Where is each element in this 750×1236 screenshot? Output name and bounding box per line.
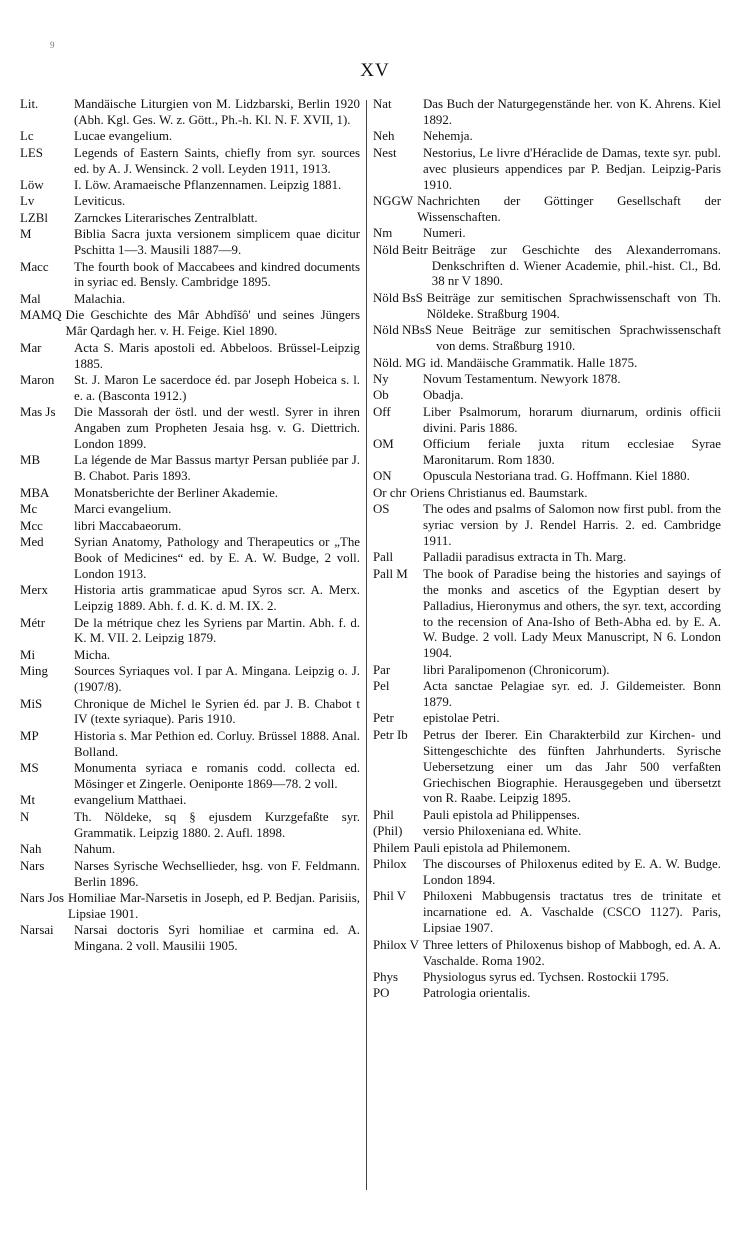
abbreviation-term: LES bbox=[20, 145, 43, 160]
abbreviation-entry bbox=[373, 243, 721, 291]
abbreviation-term: Petr bbox=[373, 711, 394, 726]
abbreviation-term: OM bbox=[373, 437, 394, 452]
abbreviation-entry bbox=[20, 859, 360, 891]
abbreviation-description: La légende de Mar Bassus martyr Persan publiée par J. B. Chabot. Paris 1893. bbox=[74, 453, 360, 484]
abbreviation-entry bbox=[20, 178, 360, 194]
abbreviation-term: Lv bbox=[20, 194, 35, 209]
abbreviation-entry bbox=[373, 970, 721, 986]
abbreviation-description: Biblia Sacra juxta versionem simplicem quae dicitur Pschitta 1—3. Mausili 1887—9. bbox=[74, 227, 360, 258]
abbreviation-description: De la métrique chez les Syriens par Martin. Abh. f. d. K. M. VII. 2. Leipzig 1879. bbox=[74, 615, 360, 646]
abbreviation-description: Leviticus. bbox=[74, 194, 126, 209]
abbreviation-term: Nars bbox=[20, 858, 45, 873]
abbreviation-description: Oriens Christianus ed. Baumstark. bbox=[410, 485, 588, 500]
abbreviation-description: Nachrichten der Göttinger Gesellschaft der Wissenschaften. bbox=[417, 193, 721, 224]
abbreviation-entry bbox=[20, 810, 360, 842]
abbreviation-term: NGGW bbox=[373, 193, 414, 208]
abbreviation-term: Nest bbox=[373, 145, 397, 160]
abbreviation-term: Philox V bbox=[373, 937, 419, 952]
abbreviation-term: MBA bbox=[20, 485, 50, 500]
abbreviation-description: Nestorius, Le livre d'Héraclide de Damas, texte syr. publ. avec plusieurs appendices par P. Bedjan. Leipzig-Paris 1910. bbox=[423, 145, 721, 192]
abbreviation-entry bbox=[20, 341, 360, 373]
abbreviation-term: Lit. bbox=[20, 97, 39, 111]
abbreviation-entry bbox=[20, 129, 360, 145]
abbreviation-term: PO bbox=[373, 986, 390, 1001]
abbreviation-term: MS bbox=[20, 761, 39, 776]
left-column bbox=[20, 97, 360, 956]
corner-mark: 9 bbox=[50, 40, 55, 50]
abbreviation-term: Lc bbox=[20, 129, 34, 144]
abbreviation-entry bbox=[373, 567, 721, 662]
abbreviation-description: Monatsberichte der Berliner Akademie. bbox=[74, 485, 279, 500]
abbreviation-entry bbox=[373, 372, 721, 388]
abbreviation-description: versio Philoxeniana ed. White. bbox=[423, 824, 582, 839]
abbreviation-term: M bbox=[20, 227, 32, 242]
abbreviation-description: Beiträge zur semitischen Sprachwissenschaft von Th. Nöldeke. Straßburg 1904. bbox=[426, 290, 721, 321]
abbreviation-entry bbox=[373, 291, 721, 323]
abbreviation-entry bbox=[20, 664, 360, 696]
abbreviation-description: Die Massorah der östl. und der westl. Syrer in ihren Angaben zum Propheten Jesaia hsg. v. G. Diettrich. London 1899. bbox=[74, 405, 360, 452]
abbreviation-description: Physiologus syrus ed. Tychsen. Rostockii 1795. bbox=[423, 969, 669, 984]
abbreviation-description: id. Mandäische Grammatik. Halle 1875. bbox=[430, 355, 638, 370]
abbreviation-term: Ob bbox=[373, 388, 389, 403]
abbreviation-description: The odes and psalms of Salomon now first publ. from the syriac version by J. Rendel Harris. 2. ed. Cambridge 1911. bbox=[423, 502, 721, 548]
abbreviation-entry bbox=[373, 711, 721, 727]
abbreviation-description: Beiträge zur Geschichte des Alexanderromans. Denkschriften d. Wiener Academie, phil.-hist. Cl., Bd. 38 nr V 1890. bbox=[431, 242, 721, 289]
abbreviation-term: Ming bbox=[20, 664, 48, 679]
abbreviation-description: Monumenta syriaca e romanis codd. collecta ed. Mösinger et Zingerle. Oenipонte 1869—78. 2 voll. bbox=[74, 761, 360, 792]
abbreviation-description: Historia s. Mar Pethion ed. Corluy. Brüssel 1888. Anal. Bolland. bbox=[74, 728, 360, 759]
abbreviation-entry bbox=[373, 356, 721, 372]
abbreviation-term: Nah bbox=[20, 842, 42, 857]
abbreviation-term: Phys bbox=[373, 969, 399, 984]
abbreviation-description: epistolae Petri. bbox=[423, 711, 500, 726]
abbreviation-term: Phil bbox=[373, 807, 394, 822]
abbreviation-entry bbox=[20, 519, 360, 535]
abbreviation-entry bbox=[373, 808, 721, 824]
abbreviation-entry bbox=[20, 211, 360, 227]
abbreviation-entry bbox=[20, 761, 360, 793]
abbreviation-description: St. J. Maron Le sacerdoce éd. par Joseph Hobeica s. l. e. a. (Basconta 1912.) bbox=[74, 372, 360, 403]
abbreviation-description: Neue Beiträge zur semitischen Sprachwissenschaft von dems. Straßburg 1910. bbox=[436, 323, 721, 354]
abbreviation-description: The fourth book of Maccabees and kindred documents in syriac ed. Bensly. Cambridge 1895. bbox=[74, 259, 360, 290]
abbreviation-term: ON bbox=[373, 469, 392, 484]
abbreviation-term: (Phil) bbox=[373, 824, 403, 839]
abbreviation-term: Phil V bbox=[373, 889, 407, 904]
abbreviation-term: Philox bbox=[373, 857, 407, 872]
abbreviation-entry bbox=[20, 535, 360, 583]
abbreviation-term: Nöld Beitr bbox=[373, 242, 428, 257]
abbreviation-entry bbox=[20, 373, 360, 405]
abbreviation-description: Patrologia orientalis. bbox=[423, 986, 531, 1001]
abbreviation-description: Chronique de Michel le Syrien éd. par J. B. Chabot t IV (texte syriaque). Paris 1910. bbox=[74, 696, 360, 727]
abbreviation-entry bbox=[373, 841, 721, 857]
abbreviation-entry bbox=[20, 146, 360, 178]
abbreviation-term: Off bbox=[373, 404, 391, 419]
abbreviation-entry bbox=[373, 129, 721, 145]
abbreviation-description: The discourses of Philoxenus edited by E. A. W. Budge. London 1894. bbox=[423, 857, 721, 887]
abbreviation-term: Mal bbox=[20, 291, 41, 306]
column-divider bbox=[366, 100, 367, 1190]
abbreviation-entry bbox=[20, 453, 360, 485]
abbreviation-entry bbox=[20, 486, 360, 502]
abbreviation-entry bbox=[20, 697, 360, 729]
abbreviation-term: Macc bbox=[20, 259, 49, 274]
abbreviation-entry bbox=[373, 550, 721, 566]
page-number: XV bbox=[360, 60, 390, 81]
abbreviation-term: Nm bbox=[373, 226, 393, 241]
abbreviation-entry bbox=[20, 260, 360, 292]
abbreviation-term: Pall bbox=[373, 550, 394, 565]
abbreviation-description: evangelium Matthaei. bbox=[74, 793, 187, 808]
abbreviation-description: Zarnckes Literarisches Zentralblatt. bbox=[74, 210, 258, 225]
abbreviation-description: Philoxeni Mabbugensis tractatus tres de trinitate et incarnatione ed. A. Vaschalde (CSCO 1127). Paris, Lipsiae 1907. bbox=[423, 889, 721, 936]
abbreviation-description: Lucae evangelium. bbox=[74, 129, 173, 144]
abbreviation-description: I. Löw. Aramaeische Pflanzennamen. Leipzig 1881. bbox=[74, 178, 342, 193]
abbreviation-description: Th. Nöldeke, sq § ejusdem Kurzgefaßte syr. Grammatik. Leipzig 1880. 2. Aufl. 1898. bbox=[74, 809, 360, 840]
abbreviation-entry bbox=[373, 986, 721, 1002]
abbreviation-term: MP bbox=[20, 728, 39, 743]
abbreviation-term: Nöld NBsS bbox=[373, 323, 433, 338]
abbreviation-term: Nars Jos bbox=[20, 890, 65, 905]
right-column bbox=[373, 97, 721, 1003]
abbreviation-entry bbox=[373, 469, 721, 485]
abbreviation-term: Nat bbox=[373, 97, 392, 111]
abbreviation-description: Liber Psalmorum, horarum diurnarum, ordinis officii divini. Paris 1886. bbox=[423, 404, 721, 435]
abbreviation-term: Nöld. MG bbox=[373, 355, 426, 370]
abbreviation-description: Obadja. bbox=[423, 388, 464, 403]
abbreviation-entry bbox=[373, 486, 721, 502]
abbreviation-description: Narses Syrische Wechsellieder, hsg. von F. Feldmann. Berlin 1896. bbox=[74, 858, 360, 889]
abbreviation-description: Die Geschichte des Mâr Abhdîšô' und seines Jüngers Mâr Qardagh her. v. H. Feige. Kiel 1890. bbox=[65, 308, 360, 339]
abbreviation-term: Mi bbox=[20, 647, 36, 662]
abbreviation-description: Syrian Anatomy, Pathology and Therapeutics or „The Book of Medicines“ ed. by E. A. W. Budge, 2 voll. London 1913. bbox=[74, 534, 360, 581]
abbreviation-term: LZBl bbox=[20, 210, 48, 225]
abbreviation-term: Mas Js bbox=[20, 405, 56, 420]
abbreviation-entry bbox=[373, 194, 721, 226]
abbreviation-description: Marci evangelium. bbox=[74, 502, 172, 517]
abbreviation-entry bbox=[20, 923, 360, 955]
abbreviation-description: libri Maccabaeorum. bbox=[74, 518, 182, 533]
abbreviation-description: Petrus der Iberer. Ein Charakterbild zur Kirchen- und Sittengeschichte des fünften Jahrhunderts. Syrische Uebersetzung einer um das Jahr 500 verfaßten Griechischen Biographie. Herausgegeben und übersetzt von R. Raabe. Leipzig 1895. bbox=[423, 727, 721, 806]
abbreviation-description: Historia artis grammaticae apud Syros scr. A. Merx. Leipzig 1889. Abh. f. d. K. d. M. IX. 2. bbox=[74, 583, 360, 614]
abbreviation-entry bbox=[373, 938, 721, 970]
abbreviation-entry bbox=[20, 502, 360, 518]
abbreviation-description: Nahum. bbox=[74, 842, 116, 857]
abbreviation-entry bbox=[20, 405, 360, 453]
abbreviation-term: Ny bbox=[373, 371, 389, 386]
abbreviation-term: Maron bbox=[20, 372, 55, 387]
abbreviation-entry bbox=[373, 437, 721, 469]
abbreviation-description: Narsai doctoris Syri homiliae et carmina ed. A. Mingana. 2 voll. Mausilii 1905. bbox=[74, 923, 360, 954]
abbreviation-term: Mc bbox=[20, 502, 38, 517]
abbreviation-term: Nöld BsS bbox=[373, 290, 423, 305]
abbreviation-description: Officium feriale juxta ritum ecclesiae Syrae Maronitarum. Rom 1830. bbox=[423, 437, 721, 467]
abbreviation-term: Neh bbox=[373, 129, 395, 144]
abbreviation-term: MiS bbox=[20, 696, 43, 711]
abbreviation-description: Sources Syriaques vol. I par A. Mingana. Leipzig o. J. (1907/8). bbox=[74, 664, 360, 695]
abbreviation-entry bbox=[373, 388, 721, 404]
abbreviation-description: Acta sanctae Pelagiae syr. ed. J. Gildemeister. Bonn 1879. bbox=[423, 679, 721, 710]
abbreviation-term: Narsai bbox=[20, 923, 54, 938]
abbreviation-entry bbox=[20, 227, 360, 259]
abbreviation-entry bbox=[373, 824, 721, 840]
abbreviation-entry bbox=[20, 97, 360, 129]
abbreviation-description: Das Buch der Naturgegenstände her. von K. Ahrens. Kiel 1892. bbox=[423, 97, 721, 127]
abbreviation-term: N bbox=[20, 809, 30, 824]
abbreviation-term: Merx bbox=[20, 583, 48, 598]
abbreviation-description: Homiliae Mar-Narsetis in Joseph, ed P. Bedjan. Parisiis, Lipsiae 1901. bbox=[68, 890, 360, 921]
abbreviation-entry bbox=[373, 323, 721, 355]
abbreviation-description: Legends of Eastern Saints, chiefly from syr. sources ed. by A. J. Wensinck. 2 voll. Leyden 1911, 1913. bbox=[74, 145, 360, 176]
abbreviation-term: OS bbox=[373, 502, 390, 517]
abbreviation-term: Med bbox=[20, 534, 44, 549]
abbreviation-entry bbox=[20, 891, 360, 923]
abbreviation-entry bbox=[20, 793, 360, 809]
abbreviation-description: Pauli epistola ad Philippenses. bbox=[423, 807, 580, 822]
abbreviation-term: Métr bbox=[20, 615, 46, 630]
abbreviation-term: Or chr bbox=[373, 485, 407, 500]
abbreviation-description: libri Paralipomenon (Chronicorum). bbox=[423, 662, 610, 677]
abbreviation-entry bbox=[373, 97, 721, 129]
abbreviation-entry bbox=[373, 146, 721, 194]
abbreviation-term: MB bbox=[20, 453, 41, 468]
abbreviation-entry bbox=[373, 226, 721, 242]
abbreviation-term: Löw bbox=[20, 178, 44, 193]
abbreviation-description: Nehemja. bbox=[423, 129, 473, 144]
abbreviation-entry bbox=[20, 292, 360, 308]
abbreviation-entry bbox=[373, 889, 721, 937]
abbreviation-entry bbox=[373, 728, 721, 808]
abbreviation-description: Numeri. bbox=[423, 226, 466, 241]
abbreviation-description: Mandäische Liturgien von M. Lidzbarski, Berlin 1920 (Abh. Kgl. Ges. W. z. Gött., Ph.-h. Kl. N. F. XVII, 1). bbox=[74, 97, 360, 127]
abbreviation-description: Novum Testamentum. Newyork 1878. bbox=[423, 371, 621, 386]
abbreviation-description: Opuscula Nestoriana trad. G. Hoffmann. Kiel 1880. bbox=[423, 469, 690, 484]
abbreviation-entry bbox=[373, 405, 721, 437]
abbreviation-term: Philem bbox=[373, 840, 410, 855]
abbreviation-description: Malachia. bbox=[74, 291, 126, 306]
abbreviation-term: Mcc bbox=[20, 518, 43, 533]
abbreviation-description: The book of Paradise being the histories and sayings of the monks and ascetics of the Egyptian desert by Palladius, Hieronymus and others, the syr. text, according to the recension of Ana-Isho of Beth-Abha ed. by E. A. W. Budge. 2 voll. Lady Meux Manuscript, N 6. London 1904. bbox=[423, 566, 721, 661]
abbreviation-entry bbox=[20, 648, 360, 664]
abbreviation-term: Mar bbox=[20, 340, 42, 355]
abbreviation-entry bbox=[20, 616, 360, 648]
abbreviation-entry bbox=[373, 857, 721, 889]
abbreviation-description: Pauli epistola ad Philemonem. bbox=[413, 840, 571, 855]
abbreviation-term: Par bbox=[373, 662, 391, 677]
abbreviation-description: Micha. bbox=[74, 647, 111, 662]
abbreviation-entry bbox=[373, 679, 721, 711]
abbreviation-term: Mt bbox=[20, 793, 36, 808]
abbreviation-entry bbox=[373, 663, 721, 679]
abbreviation-entry bbox=[20, 729, 360, 761]
abbreviation-entry bbox=[20, 194, 360, 210]
abbreviation-entry bbox=[373, 502, 721, 550]
abbreviation-description: Three letters of Philoxenus bishop of Mabbogh, ed. A. A. Vaschalde. Roma 1902. bbox=[422, 937, 721, 968]
abbreviation-entry bbox=[20, 308, 360, 340]
abbreviation-term: MAMQ bbox=[20, 308, 62, 323]
abbreviation-entry bbox=[20, 583, 360, 615]
abbreviation-description: Palladii paradisus extracta in Th. Marg. bbox=[423, 550, 627, 565]
abbreviation-term: Pel bbox=[373, 679, 390, 694]
abbreviation-description: Acta S. Maris apostoli ed. Abbeloos. Brüssel-Leipzig 1885. bbox=[74, 340, 360, 371]
abbreviation-term: Petr Ib bbox=[373, 727, 408, 742]
abbreviation-entry bbox=[20, 842, 360, 858]
abbreviation-term: Pall M bbox=[373, 566, 408, 581]
